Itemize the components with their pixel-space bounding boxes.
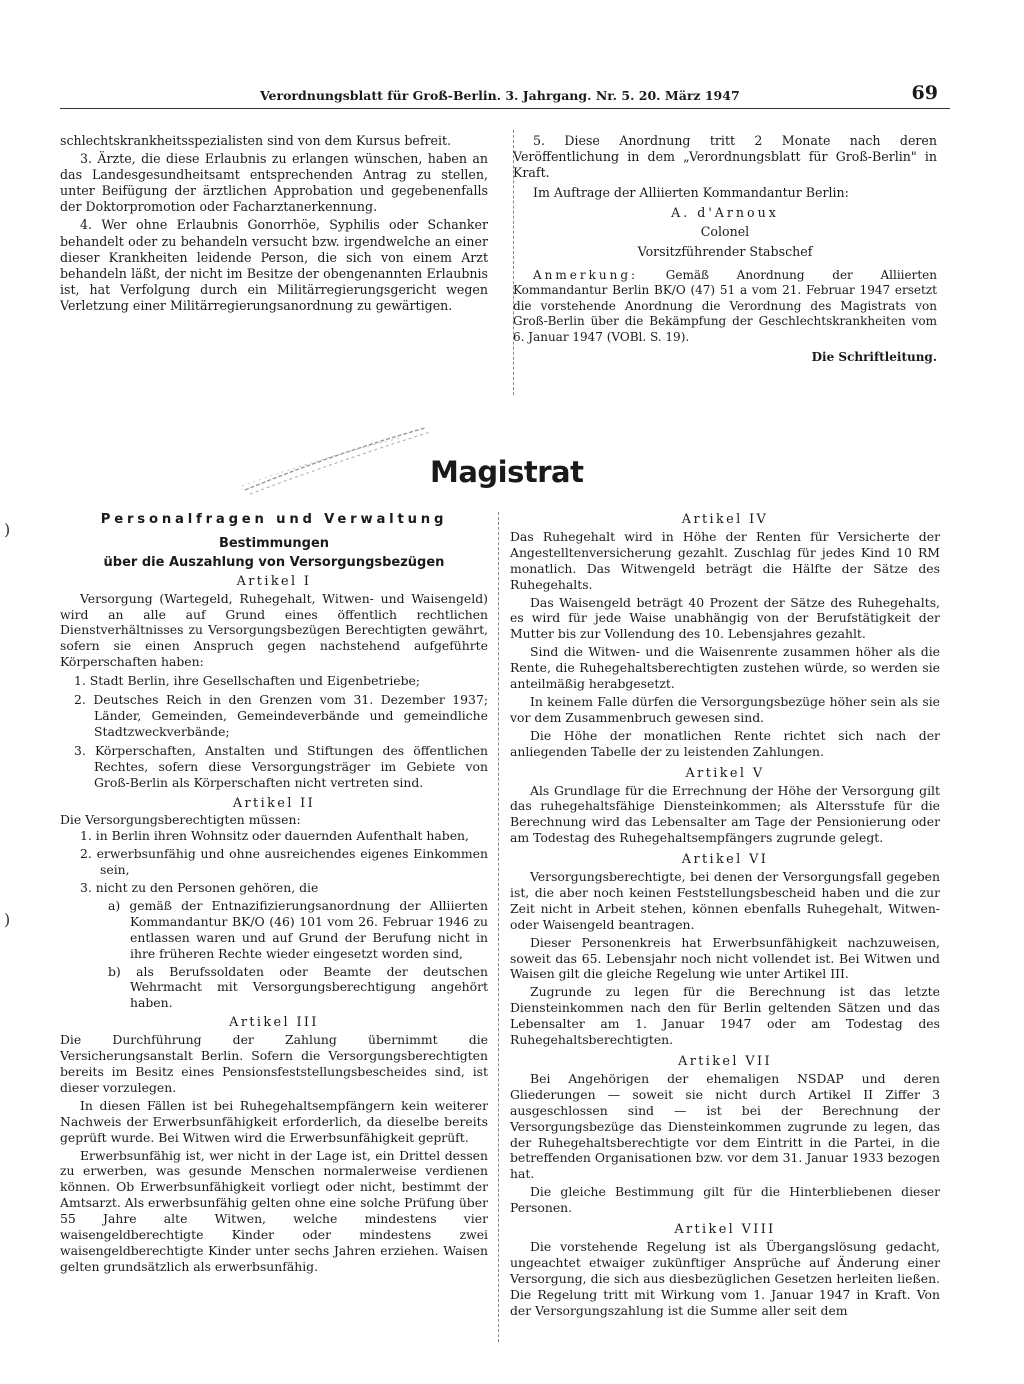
sub-list-item: a) gemäß der Entnazifizierungsanordnung der Alliierten Kommandantur BK/O (46) 101 vom 26. Februar 1946 zu entlassen waren und auf Grund der Berufung nicht in ihre früheren Rechte wieder eingesetzt worden sind,: [108, 897, 488, 961]
header-rule: [60, 108, 950, 109]
top-left-column: [60, 133, 488, 314]
paragraph: Das Waisengeld beträgt 40 Prozent der Sätze des Ruhegehalts, es wird für jede Waise unabhängig von der Berufstätigkeit der Mutter bis zur Vollendung des 10. Lebensjahres gezahlt.: [510, 594, 940, 642]
paragraph: In keinem Falle dürfen die Versorgungsbezüge höher sein als sie vor dem Zusammenbruch gewesen sind.: [510, 693, 940, 725]
article-heading: Artikel II: [232, 795, 316, 811]
paragraph: Die vorstehende Regelung ist als Übergangslösung gedacht, ungeachtet etwaiger zukünftiger Ansprüche auf Änderung einer Versorgung, die sich aus diesbezüglichen Gesetzen herleiten ließen. Die Regelung tritt mit Wirkung vom 1. Januar 1947 in Kraft. Von der Versorgungszahlung ist die Summe aller seit dem: [510, 1238, 940, 1318]
section-title: Magistrat: [430, 455, 584, 489]
top-right-column: [513, 133, 937, 365]
list-item: 2. Deutsches Reich in den Grenzen vom 31. Dezember 1937; Länder, Gemeinden, Gemeindeverbände und gemeindliche Stadtzweckverbände;: [74, 692, 488, 739]
list-item: 3. Körperschaften, Anstalten und Stiftungen des öffentlichen Rechtes, sofern diese Versorgungsträger im Gebiete von Groß-Berlin als Körperschaften nicht vertreten sind.: [74, 742, 488, 790]
signature-name: A. d'Arnoux: [671, 205, 779, 221]
list-item: 2. erwerbsunfähig und ohne ausreichendes eigenes Einkommen sein,: [80, 846, 488, 878]
paragraph: Zugrunde zu legen für die Berechnung ist das letzte Diensteinkommen nach den für Berlin geltenden Sätzen und das Lebensalter am 1. Januar 1947 oder am Todestag des Ruhegehaltsberechtigten.: [510, 984, 940, 1048]
section-heading: Personalfragen und Verwaltung: [100, 512, 448, 527]
article-heading: Artikel III: [229, 1015, 319, 1031]
signature-title: Vorsitzführender Stabschef: [637, 243, 813, 259]
paragraph: Erwerbsunfähig ist, wer nicht in der Lage ist, ein Drittel dessen zu erwerben, was gesunde Menschen normalerweise verdienen können. Ob Erwerbsunfähigkeit vorliegt oder nicht, bestimmt der Amtsarzt. Als erwerbsunfähig gelten ohne eine solche Prüfung über 55 Jahre alte Witwen, welche mindestens vier waisengeldberechtigte Kinder oder mindestens zwei waisengeldberechtigte Kinder unter sechs Jahren erziehen. Waisen gelten grundsätzlich als erwerbsunfähig.: [60, 1147, 488, 1274]
paragraph: Sind die Witwen- und die Waisenrente zusammen höher als die Rente, die Ruhegehaltsberechtigten zustehen würde, so werden sie anteilmäßig herabgesetzt.: [510, 644, 940, 692]
margin-mark: ): [4, 910, 11, 929]
pen-scribble: [240, 420, 440, 500]
right-column: [510, 512, 940, 1319]
article-heading: Artikel VIII: [674, 1222, 776, 1238]
note-text: Gemäß Anordnung der Alliierten Kommandantur Berlin BK/O (47) 51 a vom 21. Februar 1947 ersetzt die vorstehende Anordnung die Verordnung des Magistrats von Groß-Berlin über die Bekämpfung der Geschlechtskrankheiten vom 6. Januar 1947 (VOBl. S. 19).: [513, 267, 937, 345]
editor-signature: Die Schriftleitung.: [811, 349, 937, 364]
paragraph: Versorgungsberechtigte, bei denen der Versorgungsfall gegeben ist, die aber noch keinen Feststellungsbescheid haben und die zur Zeit nicht in Arbeit stehen, können ebenfalls Ruhegehalt, Witwen- oder Waisengeld beantragen.: [510, 869, 940, 932]
paragraph: Im Auftrage der Alliierten Kommandantur Berlin:: [533, 185, 849, 201]
page-header: [60, 82, 950, 108]
paragraph: Die Höhe der monatlichen Rente richtet sich nach der anliegenden Tabelle der zu leistenden Zahlungen.: [510, 727, 940, 759]
paragraph: Bei Angehörigen der ehemaligen NSDAP und deren Gliederungen — soweit sie nicht durch Artikel II Ziffer 3 ausgeschlossen sind — ist bei der Berechnung der Versorgungsbezüge das Diensteinkommen zugrunde zu legen, das der Ruhegehaltsberechtigte vor dem Eintritt in die Partei, in die betreffenden Organisationen bzw. vor dem 31. Januar 1933 bezogen hat.: [510, 1070, 940, 1182]
column-divider: [498, 512, 499, 1342]
paragraph: In diesen Fällen ist bei Ruhegehaltsempfängern kein weiterer Nachweis der Erwerbsunfähigkeit erforderlich, da dieselbe bereits geprüft wurde. Bei Witwen wird die Erwerbsunfähigkeit geprüft.: [60, 1097, 488, 1145]
regulation-subtitle: über die Auszahlung von Versorgungsbezügen: [103, 554, 445, 570]
paragraph: Als Grundlage für die Errechnung der Höhe der Versorgung gilt das ruhegehaltsfähige Diensteinkommen; als Altersstufe für die Berechnung wird das Lebensalter am Tage der Pensionierung oder am Todestag des Ruhegehaltsempfängers zugrunde gelegt.: [510, 782, 940, 846]
list-item: 1. Stadt Berlin, ihre Gesellschaften und Eigenbetriebe;: [74, 673, 421, 689]
paragraph: schlechtskrankheitsspezialisten sind von dem Kursus befreit.: [60, 133, 452, 148]
regulation-title: Bestimmungen: [218, 535, 330, 551]
page-number: 69: [911, 82, 938, 104]
paragraph: 3. Ärzte, die diese Erlaubnis zu erlangen wünschen, haben an das Landesgesundheitsamt entsprechenden Antrag zu stellen, unter Beifügung der ärztlichen Approbation und gegebenenfalls der Doktorpromotion oder Facharztanerkennung.: [60, 151, 488, 215]
paragraph: Das Ruhegehalt wird in Höhe der Renten für Versicherte der Angestelltenversicherung gezahlt. Zuschlag für jedes Kind 10 RM monatlich. Das Witwengeld beträgt die Hälfte der Sätze des Ruhegehalts.: [510, 528, 940, 592]
paragraph: Die Versorgungsberechtigten müssen:: [60, 812, 301, 828]
paragraph: Die Durchführung der Zahlung übernimmt die Versicherungsanstalt Berlin. Sofern die Versorgungsberechtigten bereits im Besitz eines Pensionsfeststellungsbescheides sind, ist dieser vorzulegen.: [60, 1032, 488, 1095]
sub-list-item: b) als Berufssoldaten oder Beamte der deutschen Wehrmacht mit Versorgungsberechtigung angehört haben.: [108, 963, 488, 1011]
article-heading: Artikel VI: [681, 852, 769, 868]
paragraph: Die gleiche Bestimmung gilt für die Hinterbliebenen dieser Personen.: [510, 1184, 940, 1216]
note-label: Anmerkung:: [533, 267, 639, 282]
article-heading: Artikel VII: [678, 1054, 772, 1069]
paragraph: 4. Wer ohne Erlaubnis Gonorrhöe, Syphilis oder Schanker behandelt oder zu behandeln versucht bzw. irgendwelche an einer dieser Krankheiten leidende Person, die sich von einem Arzt behandeln läßt, der nicht im Besitze der obengenannten Erlaubnis ist, hat Verfolgung durch ein Militärregierungsgericht wegen Verletzung einer Militärregierungsanordnung zu gewärtigen.: [60, 217, 488, 313]
paragraph: Versorgung (Wartegeld, Ruhegehalt, Witwen- und Waisengeld) wird an alle auf Grund eines öffentlich rechtlichen Dienstverhältnisses zu Versorgungsbezügen Berechtigten gewährt, sofern sie einen Anspruch gegen nachstehend aufgeführte Körperschaften haben:: [60, 590, 488, 670]
paragraph: 5. Diese Anordnung tritt 2 Monate nach deren Veröffentlichung in dem „Verordnungsblatt für Groß-Berlin" in Kraft.: [513, 133, 937, 181]
article-heading: Artikel V: [685, 765, 765, 781]
paragraph: Dieser Personenkreis hat Erwerbsunfähigkeit nachzuweisen, soweit das 65. Lebensjahr noch nicht vollendet ist. Bei Witwen und Waisen gilt die gleiche Regelung wie unter Artikel III.: [510, 934, 940, 982]
signature-rank: Colonel: [700, 224, 750, 240]
list-item: 1. in Berlin ihren Wohnsitz oder dauernden Aufenthalt haben,: [80, 828, 469, 844]
note-paragraph: [513, 268, 937, 346]
left-column: [60, 512, 488, 1275]
article-heading: Artikel IV: [681, 512, 769, 527]
list-item: 3. nicht zu den Personen gehören, die: [80, 880, 319, 896]
article-heading: Artikel I: [236, 573, 312, 589]
margin-mark: ): [4, 520, 11, 539]
running-title: Verordnungsblatt für Groß-Berlin. 3. Jahrgang. Nr. 5. 20. März 1947: [260, 88, 740, 103]
